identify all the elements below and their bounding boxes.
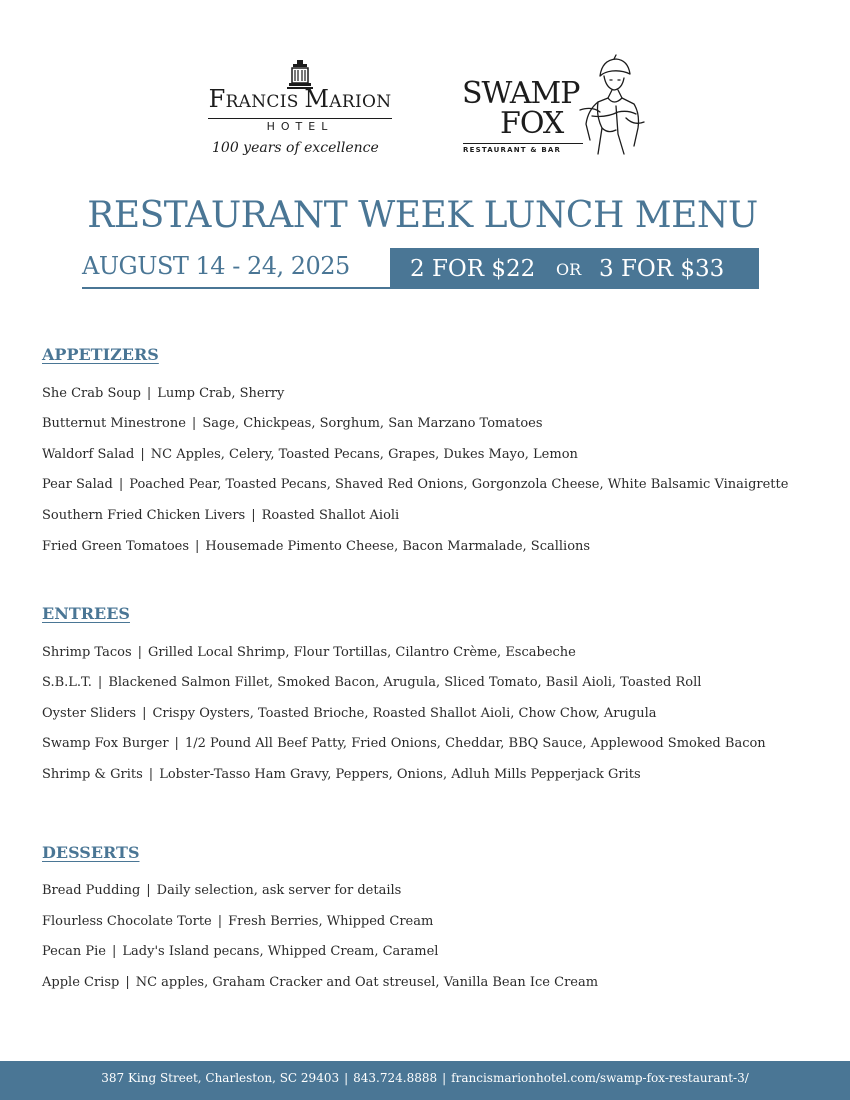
menu-item-name: Swamp Fox Burger [42, 736, 169, 751]
item-separator: | [125, 975, 130, 990]
menu-item [42, 386, 284, 401]
menu-item [42, 883, 401, 898]
dates-underline [82, 287, 390, 289]
menu-item-description: NC Apples, Celery, Toasted Pecans, Grapes, Dukes Mayo, Lemon [150, 447, 578, 462]
menu-item-description: Crispy Oysters, Toasted Brioche, Roasted Shallot Aioli, Chow Chow, Arugula [152, 706, 657, 721]
menu-item-name: Waldorf Salad [42, 447, 135, 462]
item-separator: | [118, 477, 124, 492]
menu-item-name: Shrimp & Grits [42, 767, 143, 782]
menu-item-name: She Crab Soup [42, 386, 141, 401]
footer-phone[interactable]: 843.724.8888 [353, 1071, 438, 1085]
menu-item-name: Oyster Sliders [42, 706, 137, 721]
menu-item [42, 539, 590, 554]
menu-item-name: Pear Salad [42, 477, 113, 492]
menu-item-description: Daily selection, ask server for details [156, 883, 402, 898]
item-separator: | [146, 883, 151, 898]
offer-or: OR [556, 260, 582, 279]
restaurant-bar-label: RESTAURANT & BAR [463, 146, 562, 154]
francis-marion-wordmark: FRANCIS MARION [208, 85, 392, 113]
logo-divider [208, 118, 392, 119]
menu-item-name: Butternut Minestrone [42, 416, 186, 431]
menu-item-description: Sage, Chickpeas, Sorghum, San Marzano Tomatoes [202, 416, 543, 431]
event-dates: AUGUST 14 - 24, 2025 [82, 252, 350, 280]
menu-item-description: Lady's Island pecans, Whipped Cream, Caramel [122, 944, 439, 959]
menu-item-description: NC apples, Graham Cracker and Oat streusel, Vanilla Bean Ice Cream [135, 975, 599, 990]
menu-item-name: S.B.L.T. [42, 675, 92, 690]
menu-item [42, 416, 543, 431]
menu-title: RESTAURANT WEEK LUNCH MENU [87, 195, 758, 236]
menu-item-name: Bread Pudding [42, 883, 141, 898]
menu-item-description: Lump Crab, Sherry [157, 386, 285, 401]
hotel-label: HOTEL [266, 120, 334, 133]
menu-item-description: Blackened Salmon Fillet, Smoked Bacon, Arugula, Sliced Tomato, Basil Aioli, Toasted Roll [108, 675, 702, 690]
logo-divider [463, 143, 583, 144]
menu-item [42, 736, 766, 751]
menu-item-description: Fresh Berries, Whipped Cream [228, 914, 434, 929]
francis-marion-logo [204, 58, 396, 162]
menu-item-name: Apple Crisp [42, 975, 120, 990]
item-separator: | [142, 706, 147, 721]
menu-item-description: Lobster-Tasso Ham Gravy, Peppers, Onions, Adluh Mills Pepperjack Grits [159, 767, 641, 782]
menu-item-description: Grilled Local Shrimp, Flour Tortillas, Cilantro Crème, Escabeche [148, 645, 576, 660]
item-separator: | [97, 675, 103, 690]
footer-website-link[interactable]: francismarionhotel.com/swamp-fox-restaurant-3/ [451, 1071, 749, 1085]
item-separator: | [195, 539, 200, 554]
menu-item [42, 477, 788, 492]
menu-item [42, 914, 433, 929]
menu-item-name: Pecan Pie [42, 944, 106, 959]
menu-item-description: 1/2 Pound All Beef Patty, Fried Onions, Cheddar, BBQ Sauce, Applewood Smoked Bacon [184, 736, 766, 751]
item-separator: | [140, 447, 145, 462]
menu-item [42, 447, 578, 462]
footer-contact [0, 1071, 850, 1085]
footer-separator: | [344, 1071, 349, 1085]
menu-item [42, 767, 641, 782]
offer-three-course: 3 FOR $33 [599, 256, 725, 282]
swamp-fox-wordmark-line1: SWAMP [462, 76, 580, 111]
price-offer-banner [390, 248, 759, 289]
menu-item [42, 944, 438, 959]
menu-item [42, 508, 399, 523]
menu-item-name: Flourless Chocolate Torte [42, 914, 212, 929]
item-separator: | [217, 914, 223, 929]
menu-item [42, 675, 701, 690]
item-separator: | [174, 736, 179, 751]
item-separator: | [251, 508, 256, 523]
section-title-appetizers: APPETIZERS [42, 345, 159, 364]
footer-bar [0, 1061, 850, 1100]
item-separator: | [146, 386, 152, 401]
hotel-tagline: 100 years of excellence [212, 140, 379, 156]
menu-item-name: Fried Green Tomatoes [42, 539, 190, 554]
menu-item [42, 645, 576, 660]
offer-two-course: 2 FOR $22 [410, 256, 536, 282]
footer-address: 387 King Street, Charleston, SC 29403 [101, 1071, 340, 1085]
menu-item-name: Shrimp Tacos [42, 645, 132, 660]
menu-item-description: Housemade Pimento Cheese, Bacon Marmalade, Scallions [205, 539, 591, 554]
menu-item-description: Roasted Shallot Aioli [261, 508, 400, 523]
footer-separator: | [442, 1071, 447, 1085]
item-separator: | [112, 944, 117, 959]
section-title-desserts: DESSERTS [42, 843, 140, 862]
menu-item-name: Southern Fried Chicken Livers [42, 508, 246, 523]
swamp-fox-logo [460, 54, 660, 164]
section-title-entrees: ENTREES [42, 604, 130, 623]
item-separator: | [191, 416, 197, 431]
menu-item-description: Poached Pear, Toasted Pecans, Shaved Red Onions, Gorgonzola Cheese, White Balsamic Vinaigrette [129, 477, 789, 492]
item-separator: | [148, 767, 154, 782]
menu-item [42, 975, 598, 990]
item-separator: | [137, 645, 143, 660]
swamp-fox-wordmark-line2: FOX [500, 106, 564, 141]
menu-item [42, 706, 657, 721]
swamp-fox-figure-icon [578, 54, 650, 158]
